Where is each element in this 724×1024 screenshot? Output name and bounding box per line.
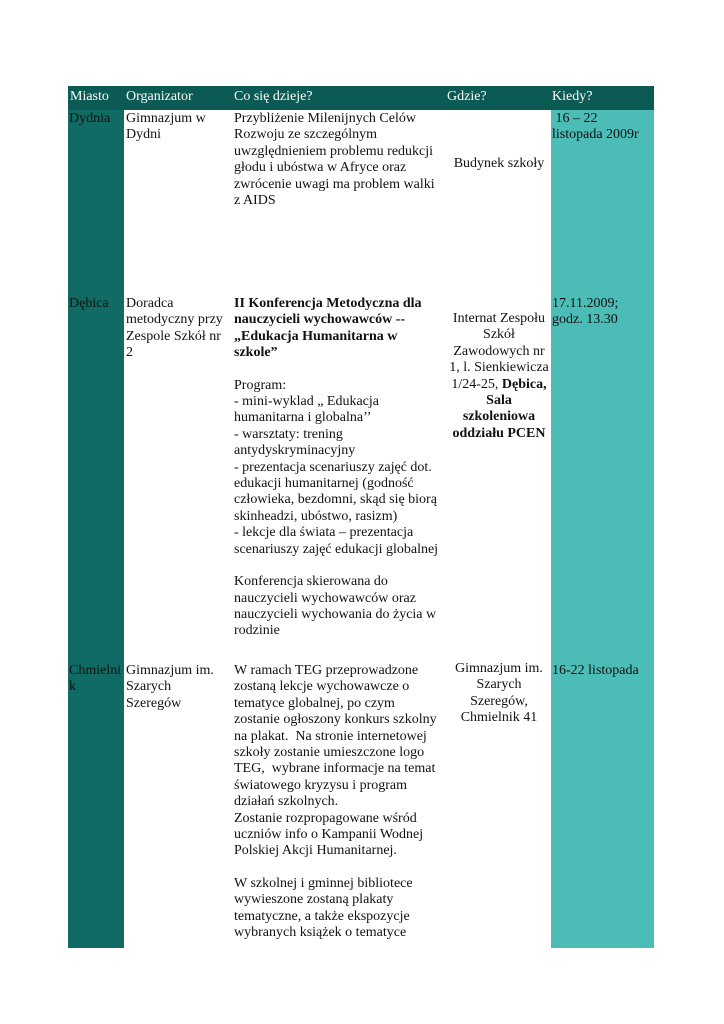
table-header: [68, 86, 654, 110]
row-dydnia-city: Dydnia: [69, 111, 111, 126]
row-debica-where: Internat Zespołu Szkół Zawodowych nr 1, l. Sienkiewicza 1/24-25, Dębica, Sala szkoleniowa oddziału PCEN: [449, 311, 549, 441]
when-column-background: [551, 110, 654, 948]
row-debica-when: 17.11.2009; godz. 13.30: [552, 296, 619, 328]
row-dydnia-when: 16 – 22 listopada 2009r: [552, 111, 639, 143]
row-dydnia-what: Przybliżenie Milenijnych Celów Rozwoju ze szczególnym uwzględnieniem problemu redukcji głodu i ubóstwa w Afryce oraz zwrócenie uwagi ma problem walki z AIDS: [234, 111, 435, 209]
header-city: Miasto: [70, 89, 109, 104]
row-debica-organizer: Doradca metodyczny przy Zespole Szkół nr 2: [126, 296, 223, 361]
row-chmielnik-when: 16-22 listopada: [552, 663, 639, 678]
events-table: [68, 86, 654, 948]
row-dydnia-where: Budynek szkoły: [453, 156, 545, 171]
row-chmielnik-where: Gimnazjum im. Szarych Szeregów, Chmielnik 41: [455, 661, 543, 726]
header-where: Gdzie?: [447, 89, 487, 104]
row-dydnia-organizer: Gimnazjum w Dydni: [126, 111, 206, 143]
row-debica-city: Dębica: [69, 296, 109, 311]
header-when: Kiedy?: [552, 89, 593, 104]
row-chmielnik-what: W ramach TEG przeprowadzone zostaną lekcje wychowawcze o tematyce globalnej, po czym zostanie ogłoszony konkurs szkolny na plakat. Na stronie internetowej szkoły zostanie umieszczone logo TEG, wybrane informacje na temat światowego kryzysu i program działań szkolnych. Zostanie rozpropagowane wśród uczniów info o Kampanii Wodnej Polskiej Akcji Humanitarnej. W szkolnej i gminnej bibliotece wywieszone zostaną plakaty tematyczne, a także ekspozycje wybranych książek o tematyce: [234, 663, 437, 941]
row-debica-what: II Konferencja Metodyczna dla nauczycieli wychowawców -- „Edukacja Humanitarna w szkole” Program: - mini-wyklad „ Edukacja humanitarna i globalna’’ - warsztaty: trening antydyskryminacyjny - prezentacja scenariuszy zajęć dot. edukacji humanitarnej (godność człowieka, bezdomni, skąd się biorą skinheadzi, ubóstwo, rasizm) - lekcje dla świata – prezentacja scenariuszy zajęć edukacji globalnej Konferencja skierowana do nauczycieli wychowawców oraz nauczycieli wychowania do życia w rodzinie: [234, 296, 439, 639]
header-organizer: Organizator: [126, 89, 193, 104]
city-column-background: [68, 110, 124, 948]
row-chmielnik-city: Chmielni k: [69, 663, 122, 695]
header-what: Co się dzieje?: [234, 89, 313, 104]
row-chmielnik-organizer: Gimnazjum im. Szarych Szeregów: [126, 663, 214, 711]
